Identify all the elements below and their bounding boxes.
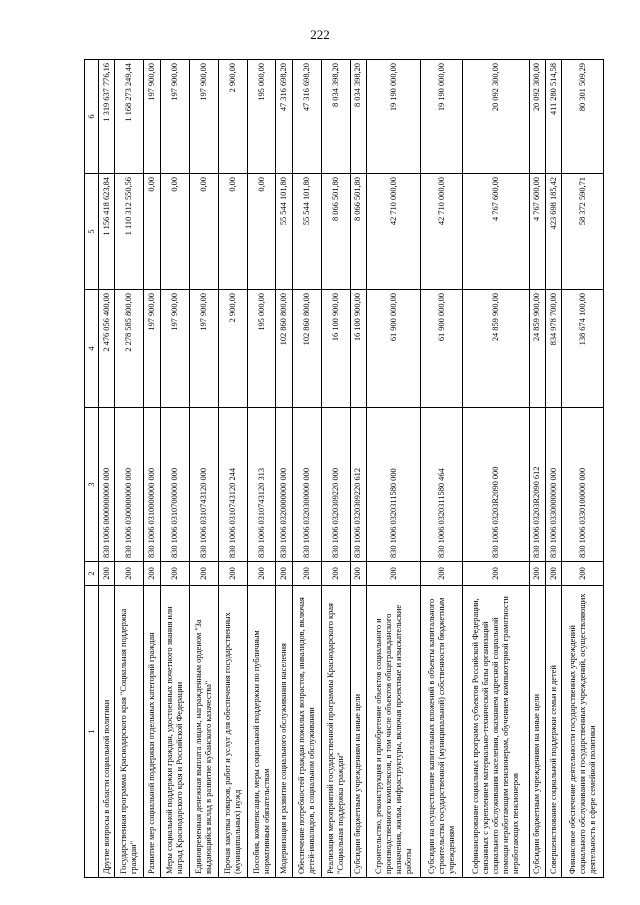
row-kbk: 830 1006 0320311580 000	[367, 408, 421, 562]
row-code: 200	[189, 562, 218, 586]
row-value-5: 1 156 418 623,84	[99, 174, 115, 290]
table-row	[144, 60, 160, 878]
column-header: 2	[85, 562, 99, 586]
row-value-5: 8 066 501,80	[350, 174, 366, 290]
row-value-6: 19 190 000,00	[421, 60, 463, 174]
budget-table	[84, 59, 604, 878]
row-name: Пособия, компенсации, меры социальной поддержки по публичным нормативным обязательствам	[247, 586, 276, 878]
row-code: 200	[545, 562, 561, 586]
row-kbk: 830 1006 0320309220 000	[321, 408, 350, 562]
row-kbk: 830 1006 0320300000 000	[292, 408, 321, 562]
table-row	[462, 60, 529, 878]
row-code: 200	[292, 562, 321, 586]
table-row	[99, 60, 115, 878]
row-name: Субсидии бюджетным учреждениям на иные цели	[529, 586, 545, 878]
row-code: 200	[529, 562, 545, 586]
row-value-6: 47 316 698,20	[292, 60, 321, 174]
row-kbk: 830 1006 0000000000 000	[99, 408, 115, 562]
row-value-5: 55 544 101,80	[276, 174, 292, 290]
table-row	[321, 60, 350, 878]
table-row	[189, 60, 218, 878]
row-name: Развитие мер социальной поддержки отдельных категорий граждан	[144, 586, 160, 878]
row-code: 200	[367, 562, 421, 586]
row-value-4: 2 278 585 800,00	[115, 290, 144, 408]
row-kbk: 830 1006 0320309220 612	[350, 408, 366, 562]
row-value-5: 1 110 312 550,56	[115, 174, 144, 290]
row-value-6: 47 316 698,20	[276, 60, 292, 174]
row-value-6: 19 190 000,00	[367, 60, 421, 174]
row-value-5: 4 767 600,00	[529, 174, 545, 290]
table-row	[367, 60, 421, 878]
row-kbk: 830 1006 0330000000 000	[545, 408, 561, 562]
table-row	[218, 60, 247, 878]
row-value-5: 42 710 000,00	[421, 174, 463, 290]
table-row	[529, 60, 545, 878]
row-value-6: 80 301 509,29	[562, 60, 604, 174]
page-number: 222	[310, 27, 330, 42]
row-code: 200	[160, 562, 189, 586]
row-value-5: 55 544 101,80	[292, 174, 321, 290]
row-value-6: 197 900,00	[189, 60, 218, 174]
table-row	[350, 60, 366, 878]
row-kbk: 830 1006 0310000000 000	[144, 408, 160, 562]
row-name: Строительство, реконструкция и приобретение объектов социального и производственного комплексов, в том числе объектов общегражданского назначения, жилья, инфраструктуры, включая проектные и изыскательские работы	[367, 586, 421, 878]
row-code: 200	[115, 562, 144, 586]
row-value-6: 197 900,00	[144, 60, 160, 174]
row-value-5: 0,00	[189, 174, 218, 290]
row-name: Другие вопросы в области социальной политики	[99, 586, 115, 878]
row-code: 200	[276, 562, 292, 586]
row-code: 200	[247, 562, 276, 586]
table-row	[562, 60, 604, 878]
row-value-6: 8 034 398,20	[321, 60, 350, 174]
row-value-4: 16 100 900,00	[321, 290, 350, 408]
row-code: 200	[144, 562, 160, 586]
row-value-4: 16 100 900,00	[350, 290, 366, 408]
row-value-4: 834 978 700,00	[545, 290, 561, 408]
row-value-6: 411 280 514,58	[545, 60, 561, 174]
row-kbk: 830 1006 03203R2090 000	[462, 408, 529, 562]
row-name: Модернизация и развитие социального обслуживания населения	[276, 586, 292, 878]
row-name: Прочая закупка товаров, работ и услуг для обеспечения государственных (муниципальных) нужд	[218, 586, 247, 878]
table-row	[276, 60, 292, 878]
rotated-table-container	[84, 60, 604, 878]
row-kbk: 830 1006 0330100000 000	[562, 408, 604, 562]
header-row	[85, 60, 99, 878]
row-name: Единовременная денежная выплата лицам, награжденным орденом "За выдающийся вклад в развитие кубанского казачества"	[189, 586, 218, 878]
row-value-4: 195 000,00	[247, 290, 276, 408]
table-row	[545, 60, 561, 878]
row-kbk: 830 1006 03203R2090 612	[529, 408, 545, 562]
row-value-6: 1 168 273 249,44	[115, 60, 144, 174]
row-value-4: 61 900 000,00	[421, 290, 463, 408]
row-value-6: 8 034 398,20	[350, 60, 366, 174]
row-value-5: 423 698 185,42	[545, 174, 561, 290]
row-value-4: 61 900 000,00	[367, 290, 421, 408]
row-value-5: 0,00	[247, 174, 276, 290]
row-value-6: 20 092 300,00	[462, 60, 529, 174]
row-value-5: 8 066 501,80	[321, 174, 350, 290]
row-kbk: 830 1006 0310700000 000	[160, 408, 189, 562]
row-name: Обеспечение потребностей граждан пожилых возрастов, инвалидов, включая детей-инвалидов, в социальном обслуживании	[292, 586, 321, 878]
row-code: 200	[562, 562, 604, 586]
column-header: 1	[85, 586, 99, 878]
row-name: Государственная программа Краснодарского края "Социальная поддержка граждан"	[115, 586, 144, 878]
row-value-4: 197 900,00	[160, 290, 189, 408]
row-name: Меры социальной поддержки граждан, удостоенных почетного звания или наград Краснодарского края и Российской Федерации	[160, 586, 189, 878]
row-name: Субсидии на осуществление капитальных вложений в объекты капитального строительства государственной (муниципальной) собственности бюджетным учреждениям	[421, 586, 463, 878]
row-code: 200	[99, 562, 115, 586]
row-kbk: 830 1006 0310743120 244	[218, 408, 247, 562]
row-name: Субсидии бюджетным учреждениям на иные цели	[350, 586, 366, 878]
row-code: 200	[350, 562, 366, 586]
row-name: Совершенствование социальной поддержки семьи и детей	[545, 586, 561, 878]
row-value-5: 58 372 590,71	[562, 174, 604, 290]
table-row	[247, 60, 276, 878]
row-value-6: 1 319 637 776,16	[99, 60, 115, 174]
row-value-4: 102 860 800,00	[276, 290, 292, 408]
row-kbk: 830 1006 0310743120 313	[247, 408, 276, 562]
row-value-5: 4 767 600,00	[462, 174, 529, 290]
table-row	[421, 60, 463, 878]
row-code: 200	[462, 562, 529, 586]
row-kbk: 830 1006 0320000000 000	[276, 408, 292, 562]
column-header: 4	[85, 290, 99, 408]
table-row	[292, 60, 321, 878]
row-value-4: 102 860 800,00	[292, 290, 321, 408]
row-name: Софинансирование социальных программ субъектов Российской Федерации, связанных с укреплением материально-технической базы организаций социального обслуживания населения, оказанием адресной социальной помощи неработающим пенсионерам, обучением компьютерной грамотности неработающих пенсионеров	[462, 586, 529, 878]
column-header: 5	[85, 174, 99, 290]
row-value-5: 0,00	[160, 174, 189, 290]
row-value-5: 42 710 000,00	[367, 174, 421, 290]
table-row	[160, 60, 189, 878]
row-value-6: 20 092 300,00	[529, 60, 545, 174]
row-value-4: 197 900,00	[189, 290, 218, 408]
row-kbk: 830 1006 0300000000 000	[115, 408, 144, 562]
row-value-4: 138 674 100,00	[562, 290, 604, 408]
row-value-4: 197 900,00	[144, 290, 160, 408]
row-value-4: 2 476 056 400,00	[99, 290, 115, 408]
row-value-6: 2 900,00	[218, 60, 247, 174]
row-value-6: 195 000,00	[247, 60, 276, 174]
row-value-5: 0,00	[144, 174, 160, 290]
row-kbk: 830 1006 0310743120 000	[189, 408, 218, 562]
row-value-4: 24 859 900,00	[529, 290, 545, 408]
row-value-6: 197 900,00	[160, 60, 189, 174]
column-header: 6	[85, 60, 99, 174]
column-header: 3	[85, 408, 99, 562]
row-code: 200	[321, 562, 350, 586]
row-value-4: 24 859 900,00	[462, 290, 529, 408]
row-code: 200	[421, 562, 463, 586]
row-code: 200	[218, 562, 247, 586]
row-value-5: 0,00	[218, 174, 247, 290]
row-name: Финансовое обеспечение деятельности государственных учреждений социального обслуживания и государственных учреждений, осуществляющих деятельность в сфере семейной политики	[562, 586, 604, 878]
table-row	[115, 60, 144, 878]
row-kbk: 830 1006 0320311580 464	[421, 408, 463, 562]
row-value-4: 2 900,00	[218, 290, 247, 408]
row-name: Реализация мероприятий государственной программы Краснодарского края "Социальная поддержка граждан"	[321, 586, 350, 878]
